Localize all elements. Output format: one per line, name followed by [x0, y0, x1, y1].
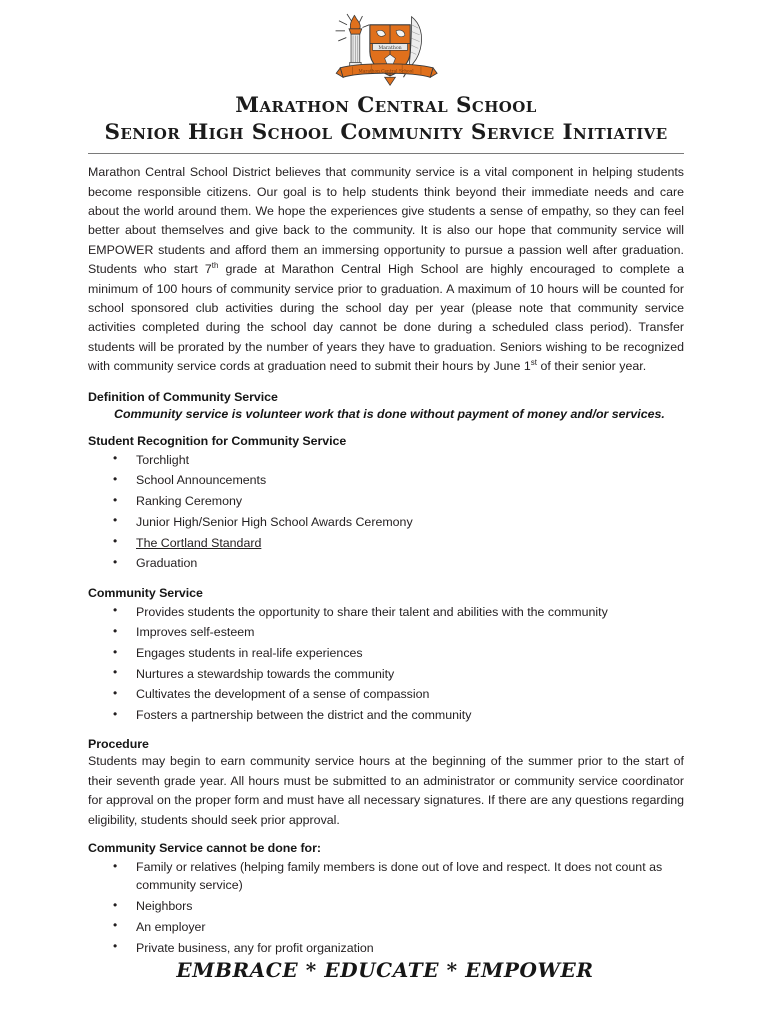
list-item-label: Improves self-esteem: [136, 625, 255, 640]
procedure-paragraph: Students may begin to earn community service hours at the beginning of the summer prior to the start of their seventh grade year. All hours must be submitted to an administrator or community service coordinator for approval on the proper form and must have all necessary signatures. If there are any questions regarding eligibility, students should seek prior approval.: [88, 754, 684, 827]
benefits-list: [88, 603, 684, 725]
list-item: [88, 939, 684, 957]
header-divider: [88, 153, 684, 154]
list-item: [88, 451, 684, 469]
recognition-list: [88, 451, 684, 573]
list-item: [88, 471, 684, 489]
title-line-2: Senior High School Community Service Initiative: [104, 120, 668, 146]
section-heading-student-recognition: Student Recognition for Community Service: [88, 433, 347, 448]
document-content: [88, 0, 684, 959]
list-item-label: The Cortland Standard: [136, 535, 262, 550]
list-item-label: An employer: [136, 919, 206, 934]
list-item: [88, 918, 684, 936]
list-item: [88, 858, 684, 894]
intro-part-2: grade at Marathon Central High School are highly encouraged to complete a minimum of 100 hours of community service prior to graduation. A maximum of 10 hours will be counted for school sponsored club activities during the school day per year (please note that community service activities completed during the school day cannot be done during a scheduled class period). Transfer students will be prorated by the number of years they have to graduation. Seniors wishing to be recognized with community service cords at graduation need to submit their hours by June 1: [88, 262, 684, 374]
list-item: [88, 623, 684, 641]
list-item: [88, 685, 684, 703]
list-item: [88, 665, 684, 683]
list-item: [88, 534, 684, 552]
list-item-label: Ranking Ceremony: [136, 494, 243, 509]
definition-text: Community service is volunteer work that is done without payment of money and/or services.: [114, 406, 665, 421]
list-item: [88, 644, 684, 662]
intro-superscript-st: st: [530, 358, 537, 368]
list-item-label: Fosters a partnership between the district and the community: [136, 708, 472, 723]
list-item: [88, 706, 684, 724]
list-item-label: Torchlight: [136, 452, 190, 467]
list-item-label: Engages students in real-life experiences: [136, 646, 363, 660]
list-item-label: Junior High/Senior High School Awards Ceremony: [136, 514, 413, 529]
title-line-1: Marathon Central School: [235, 93, 537, 118]
school-crest-icon: [332, 10, 440, 88]
list-item-label: Provides students the opportunity to share their talent and abilities with the community: [136, 604, 608, 619]
list-item: [88, 554, 684, 572]
list-item-label: School Announcements: [136, 473, 267, 488]
school-crest-container: [88, 0, 684, 88]
list-item-label: Private business, any for profit organization: [136, 940, 374, 955]
section-heading-exclusions: Community Service cannot be done for:: [88, 841, 321, 856]
intro-superscript-th: th: [211, 261, 219, 271]
list-item-label: Neighbors: [136, 899, 193, 914]
list-item-label: Graduation: [136, 556, 198, 571]
svg-text:Marathon: Marathon: [378, 46, 402, 51]
list-item: [88, 897, 684, 915]
page-title: [88, 92, 684, 146]
list-item: [88, 603, 684, 621]
section-heading-definition: Definition of Community Service: [88, 389, 278, 404]
svg-text:Marathon Central School: Marathon Central School: [358, 69, 414, 75]
footer-motto: EMBRACE * EDUCATE * EMPOWER: [176, 958, 594, 982]
list-item-label: Cultivates the development of a sense of compassion: [136, 687, 430, 702]
intro-part-3: of their senior year.: [536, 359, 647, 374]
list-item: [88, 513, 684, 531]
intro-paragraph: [88, 163, 684, 376]
section-heading-procedure: Procedure: [88, 737, 149, 752]
list-item-label: Nurtures a stewardship towards the community: [136, 666, 395, 681]
exclusions-list: [88, 858, 684, 957]
section-heading-community-service: Community Service: [88, 585, 203, 600]
list-item-label: Family or relatives (helping family members is done out of love and respect. It does not count as community service): [136, 860, 663, 893]
intro-part-1: Marathon Central School District believes that community service is a vital component in helping students become responsible citizens. Our goal is to help students think beyond their immediate needs and care about the world around them. We hope the experiences give students a sense of empathy, so they can feel better about themselves and give back to the community. It is also our hope that community service will EMPOWER students and afford them an immersing opportunity to pursue a passion well after graduation. Students who start 7: [88, 165, 684, 277]
list-item: [88, 492, 684, 510]
